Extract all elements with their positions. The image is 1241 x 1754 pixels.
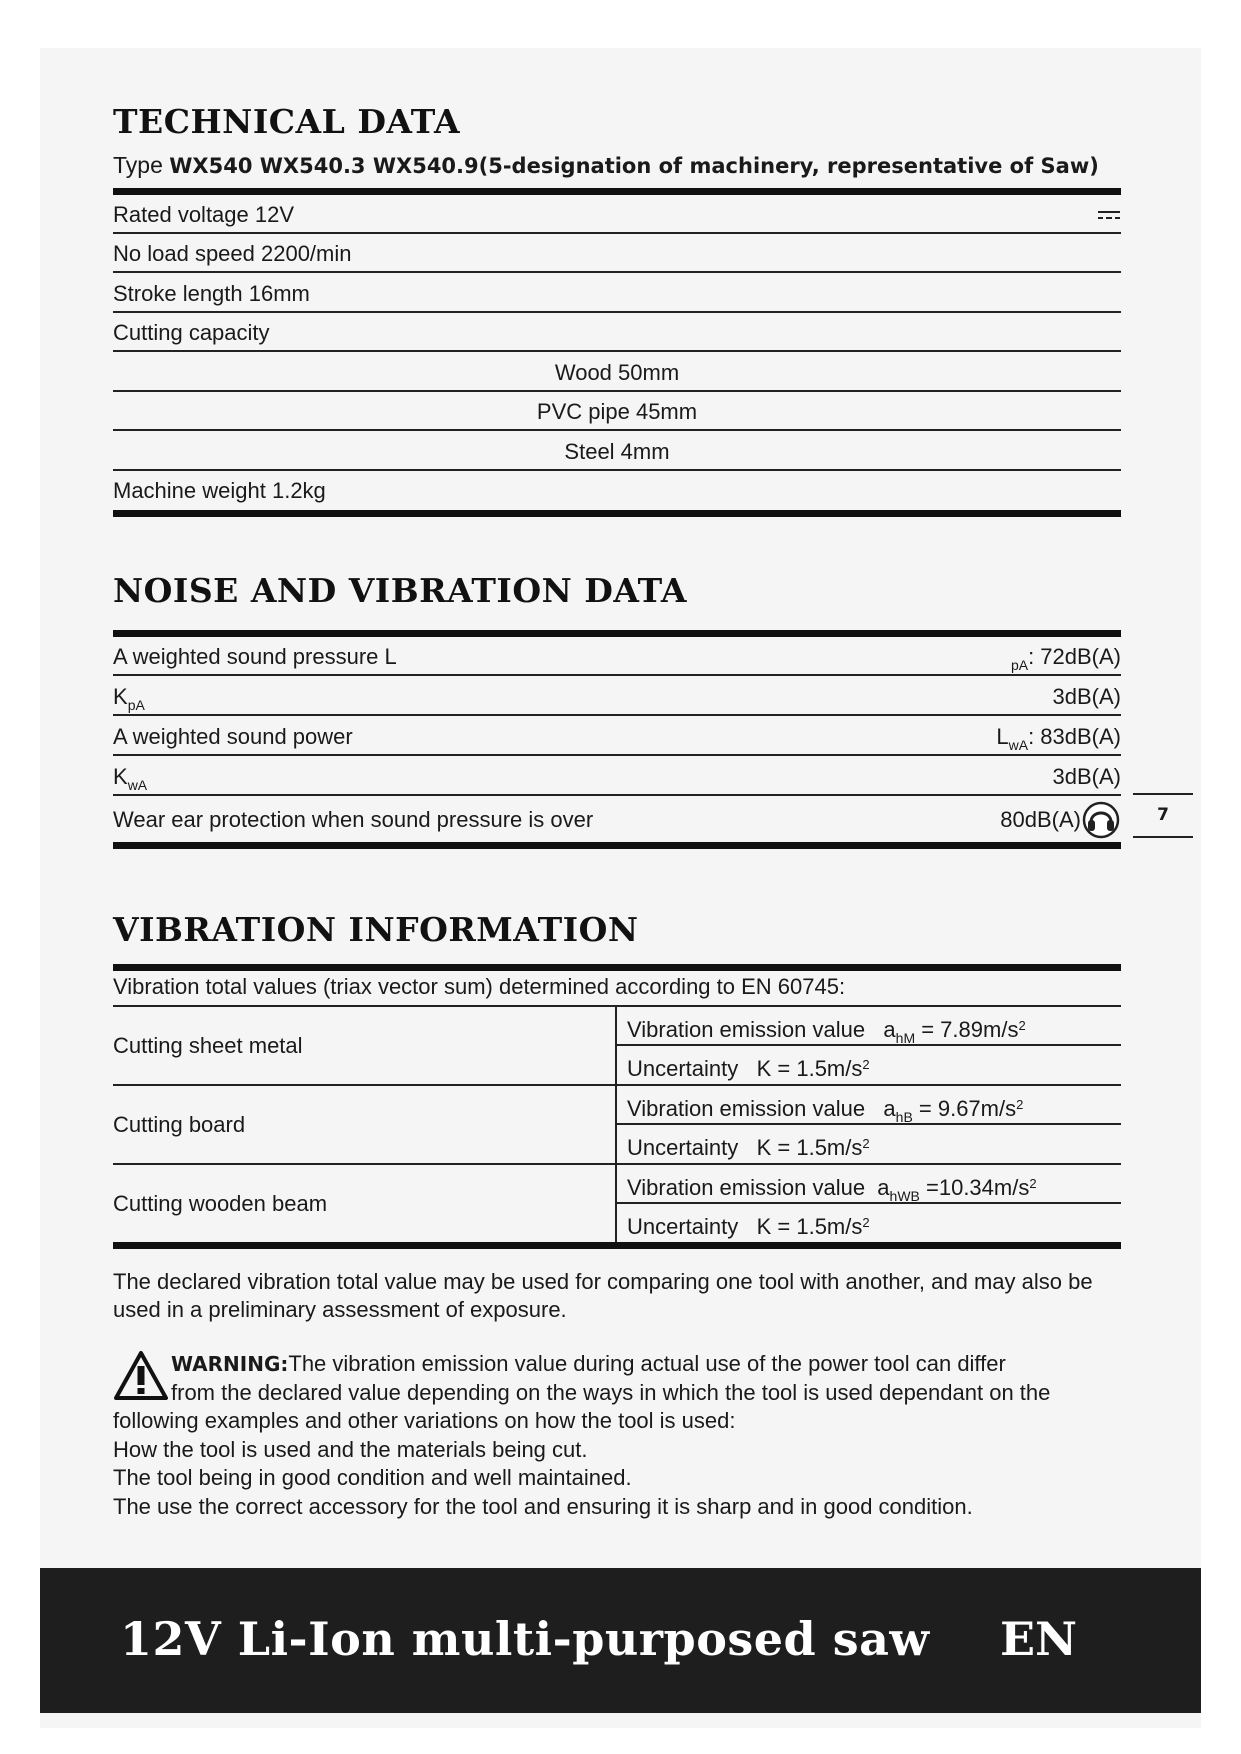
vibration-group-wooden-beam	[113, 1165, 1121, 1244]
uncertainty-row	[615, 1125, 1121, 1163]
steel-row	[113, 432, 1121, 471]
page-number: 7	[1133, 793, 1193, 838]
warning-block	[113, 1350, 1123, 1521]
emission-value: =10.34m/s	[919, 1175, 1030, 1200]
ear-protection-row	[113, 797, 1121, 842]
emission-a-sub: hM	[895, 1030, 916, 1046]
emission-label: Vibration emission value	[627, 1017, 866, 1042]
emission-row	[615, 1007, 1121, 1046]
uncertainty-row	[615, 1204, 1121, 1242]
dc-current-icon	[1097, 209, 1121, 223]
emission-label: Vibration emission value	[627, 1175, 866, 1200]
emission-a: a	[877, 1175, 890, 1200]
kwa-sub: wA	[127, 777, 148, 793]
sound-pressure-sub: pA	[1010, 657, 1029, 673]
steel-text: Steel 4mm	[564, 439, 670, 464]
wood-text: Wood 50mm	[554, 360, 680, 385]
sound-power-number: : 83dB(A)	[1028, 724, 1121, 749]
ear-protection-value	[1000, 797, 1121, 842]
weight-row	[113, 471, 1121, 510]
sound-pressure-label: A weighted sound pressure L	[113, 644, 397, 669]
sound-power-label: A weighted sound power	[113, 724, 353, 749]
weight-text: Machine weight 1.2kg	[113, 478, 326, 503]
rated-voltage-text: Rated voltage 12V	[113, 202, 295, 227]
emission-a: a	[883, 1096, 896, 1121]
ear-protection-label: Wear ear protection when sound pressure is over	[113, 807, 594, 832]
warning-item-1: How the tool is used and the materials being cut.	[113, 1436, 588, 1462]
vibration-group-sheet-metal	[113, 1007, 1121, 1086]
uncertainty-sq: 2	[862, 1136, 870, 1151]
footer-language: EN	[1000, 1612, 1078, 1666]
vibration-group-board	[113, 1086, 1121, 1165]
noise-bottom-rule	[113, 842, 1121, 849]
sound-power-value	[996, 717, 1121, 754]
emission-row	[615, 1086, 1121, 1125]
emission-sq: 2	[1016, 1097, 1024, 1112]
emission-sq: 2	[1018, 1018, 1026, 1033]
technical-data-title: TECHNICAL DATA	[113, 102, 461, 141]
warning-line-1	[113, 1350, 1123, 1379]
type-line	[113, 152, 1099, 179]
ear-protection-icon	[1081, 800, 1121, 840]
kpa-row	[113, 677, 1121, 716]
noise-vibration-title: NOISE AND VIBRATION DATA	[113, 571, 688, 610]
sound-pressure-value	[1011, 637, 1121, 674]
vibration-bottom-rule	[113, 1242, 1121, 1249]
emission-row	[615, 1165, 1121, 1204]
uncertainty-text: Uncertainty K = 1.5m/s	[627, 1135, 863, 1160]
no-load-speed-row	[113, 234, 1121, 273]
sound-power-sub: wA	[1008, 737, 1029, 753]
emission-a-sub: hWB	[889, 1188, 920, 1204]
sound-pressure-row	[113, 637, 1121, 676]
warning-line-3: following examples and other variations on how the tool is used:	[113, 1408, 736, 1433]
uncertainty-row	[615, 1046, 1121, 1084]
warning-label: WARNING:	[171, 1352, 289, 1376]
uncertainty-sq: 2	[862, 1215, 870, 1230]
uncertainty-sq: 2	[862, 1057, 870, 1072]
stroke-length-row	[113, 274, 1121, 313]
type-value: WX540 WX540.3 WX540.9(5-designation of machinery, representative of Saw)	[169, 154, 1099, 178]
group-label: Cutting wooden beam	[113, 1191, 328, 1216]
cutting-capacity-text: Cutting capacity	[113, 320, 270, 345]
warning-text-1: The vibration emission value during actual use of the power tool can differ	[288, 1351, 1006, 1376]
type-prefix: Type	[113, 152, 163, 178]
no-load-speed-text: No load speed 2200/min	[113, 241, 352, 266]
rated-voltage-row	[113, 195, 1121, 234]
declared-paragraph: The declared vibration total value may be used for comparing one tool with another, and may also be used in a preliminary assessment of exposure.	[113, 1269, 1093, 1322]
pvc-row	[113, 392, 1121, 431]
ear-protection-number: 80dB(A)	[1000, 807, 1081, 832]
emission-sq: 2	[1029, 1176, 1037, 1191]
sound-power-row	[113, 717, 1121, 756]
pvc-text: PVC pipe 45mm	[536, 399, 698, 424]
kpa-label	[113, 677, 145, 714]
emission-a-sub: hB	[895, 1109, 913, 1125]
sound-pressure-number: : 72dB(A)	[1028, 644, 1121, 669]
noise-top-rule	[113, 630, 1121, 637]
group-label: Cutting sheet metal	[113, 1033, 303, 1058]
kwa-row	[113, 757, 1121, 796]
table-top-rule	[113, 188, 1121, 195]
kpa-value: 3dB(A)	[1052, 684, 1121, 709]
kwa-k: K	[113, 764, 128, 789]
kwa-value: 3dB(A)	[1052, 764, 1121, 789]
emission-label: Vibration emission value	[627, 1096, 866, 1121]
wood-row	[113, 353, 1121, 392]
cutting-capacity-row	[113, 313, 1121, 352]
uncertainty-text: Uncertainty K = 1.5m/s	[627, 1056, 863, 1081]
vibration-intro: Vibration total values (triax vector sum) determined according to EN 60745:	[113, 970, 1121, 1007]
uncertainty-text: Uncertainty K = 1.5m/s	[627, 1214, 863, 1239]
kwa-label	[113, 757, 147, 794]
warning-item-2: The tool being in good condition and well maintained.	[113, 1465, 632, 1490]
table-bottom-rule	[113, 510, 1121, 517]
kpa-k: K	[113, 684, 128, 709]
kpa-sub: pA	[127, 697, 145, 713]
emission-a: a	[883, 1017, 896, 1042]
stroke-length-text: Stroke length 16mm	[113, 281, 310, 306]
emission-value: = 9.67m/s	[912, 1096, 1017, 1121]
warning-item-3: The use the correct accessory for the tool and ensuring it is sharp and in good condition.	[113, 1493, 973, 1519]
emission-value: = 7.89m/s	[915, 1017, 1019, 1042]
sound-power-l: L	[996, 724, 1009, 749]
warning-triangle-icon	[113, 1350, 169, 1402]
vibration-info-title: VIBRATION INFORMATION	[113, 910, 639, 949]
warning-line-2: from the declared value depending on the ways in which the tool is used dependant on the	[171, 1379, 1051, 1405]
footer-title: 12V Li-Ion multi-purposed saw	[120, 1612, 930, 1666]
group-label: Cutting board	[113, 1112, 246, 1137]
